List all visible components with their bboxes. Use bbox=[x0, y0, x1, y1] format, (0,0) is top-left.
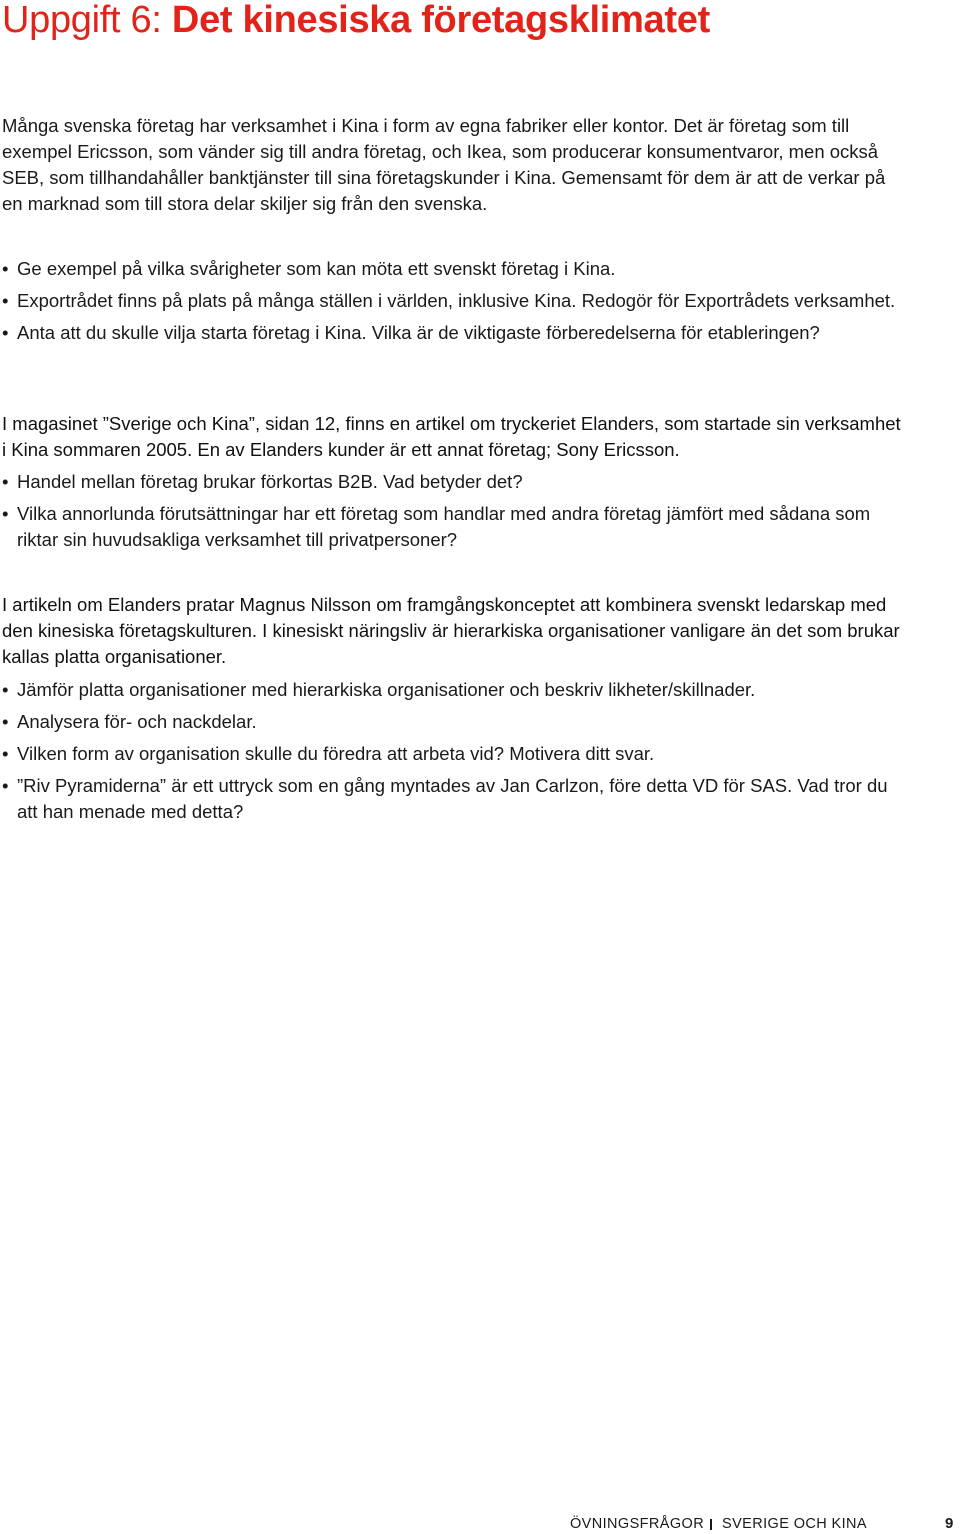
list-item-text: Exportrådet finns på plats på många ställen i världen, inklusive Kina. Redogör för Exportrådets verksamhet. bbox=[17, 290, 896, 311]
list-item-text: Ge exempel på vilka svårigheter som kan möta ett svenskt företag i Kina. bbox=[17, 258, 616, 279]
list-item bbox=[2, 469, 902, 495]
list-item bbox=[2, 256, 902, 282]
intro-paragraph: Många svenska företag har verksamhet i Kina i form av egna fabriker eller kontor. Det är företag som till exempel Ericsson, som vänder sig till andra företag, och Ikea, som producerar konsumentvaror, men också SEB, som tillhandahåller banktjänster till sina företagskunder i Kina. Gemensamt för dem är att de verkar på en marknad som till stora delar skiljer sig från den svenska. bbox=[2, 115, 886, 214]
list-item bbox=[2, 320, 902, 346]
list-item-text: Handel mellan företag brukar förkortas B2B. Vad betyder det? bbox=[17, 471, 523, 492]
organisation-intro: I artikeln om Elanders pratar Magnus Nilsson om framgångskonceptet att kombinera svenskt ledarskap med den kinesiska företagskulturen. I kinesiskt näringsliv är hierarkiska organisationer vanligare än det som brukar kallas platta organisationer. bbox=[2, 594, 900, 667]
list-item bbox=[2, 501, 902, 553]
list-item bbox=[2, 288, 902, 314]
title-prefix: Uppgift 6: bbox=[2, 0, 172, 41]
list-item-text: Vilka annorlunda förutsättningar har ett företag som handlar med andra företag jämfört med sådana som riktar sin huvudsakliga verksamhet till privatpersoner? bbox=[17, 503, 871, 550]
list-item-text: Vilken form av organisation skulle du föredra att arbeta vid? Motivera ditt svar. bbox=[17, 743, 655, 764]
question-list-1 bbox=[2, 256, 902, 352]
list-item-text: Jämför platta organisationer med hierarkiska organisationer och beskriv likheter/skillnader. bbox=[17, 679, 756, 700]
page-title bbox=[2, 0, 710, 44]
list-item-text: ”Riv Pyramiderna” är ett uttryck som en gång myntades av Jan Carlzon, före detta VD för SAS. Vad tror du att han menade med detta? bbox=[17, 775, 888, 822]
intro-section bbox=[2, 113, 902, 217]
question-list-3 bbox=[2, 677, 902, 831]
bullet-icon: • bbox=[2, 679, 9, 700]
question-list-2 bbox=[2, 469, 902, 559]
footer-divider bbox=[710, 1519, 712, 1530]
list-item-text: Anta att du skulle vilja starta företag i Kina. Vilka är de viktigaste förberedelserna för etableringen? bbox=[17, 322, 820, 343]
bullet-icon: • bbox=[2, 743, 9, 764]
footer-section-label: ÖVNINGSFRÅGOR bbox=[570, 1516, 705, 1532]
list-item bbox=[2, 741, 902, 767]
list-item bbox=[2, 709, 902, 735]
list-item bbox=[2, 677, 902, 703]
page-footer bbox=[0, 1514, 960, 1534]
bullet-icon: • bbox=[2, 711, 9, 732]
footer-publication-label: SVERIGE OCH KINA bbox=[722, 1516, 867, 1532]
bullet-icon: • bbox=[2, 258, 9, 279]
bullet-icon: • bbox=[2, 471, 9, 492]
list-item-text: Analysera för- och nackdelar. bbox=[17, 711, 257, 732]
list-item bbox=[2, 773, 902, 825]
bullet-icon: • bbox=[2, 775, 9, 796]
bullet-icon: • bbox=[2, 290, 9, 311]
page-number: 9 bbox=[945, 1515, 954, 1532]
bullet-icon: • bbox=[2, 322, 9, 343]
bullet-icon: • bbox=[2, 503, 9, 524]
elanders-intro: I magasinet ”Sverige och Kina”, sidan 12, finns en artikel om tryckeriet Elanders, som startade sin verksamhet i Kina sommaren 2005. En av Elanders kunder är ett annat företag; Sony Ericsson. bbox=[2, 413, 901, 460]
title-main: Det kinesiska företagsklimatet bbox=[171, 0, 710, 41]
